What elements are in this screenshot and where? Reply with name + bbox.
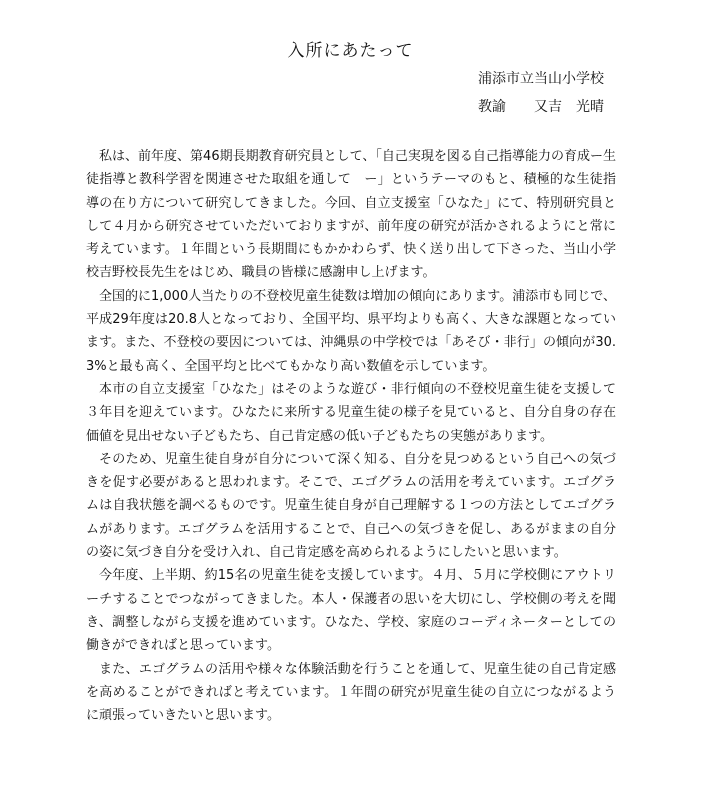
paragraph-1: 私は、前年度、第46期長期教育研究員として、「自己実現を図る自己指導能力の育成ー生徒指導と教科学習を関連させた取組を通して ー」というテーマのもと、積極的な生徒指導の在り方について研究してきました。今回、自立支援室「ひなた」にて、特別研究員として４月から研究させていただいておりますが、前年度の研究が活かされるようにと常に考えています。１年間という長期間にもかかわらず、快く送り出して下さった、当山小学校吉野校長先生をはじめ、職員の皆様に感謝申し上げます。: [86, 149, 616, 281]
body-text: [86, 145, 616, 727]
paragraph-3: 本市の自立支援室「ひなた」はそのような遊び・非行傾向の不登校児童生徒を支援して３年目を迎えています。ひなたに来所する児童生徒の様子を見ていると、自分自身の存在価値を見出せない子どもたち、自己肯定感の低い子どもたちの実態があります。: [86, 381, 616, 444]
paragraph-6: また、エゴグラムの活用や様々な体験活動を行うことを通して、児童生徒の自己肯定感を高めることができればと考えています。１年間の研究が児童生徒の自立につながるように頑張っていきたいと思います。: [86, 661, 616, 724]
school-name: 浦添市立当山小学校: [478, 71, 604, 87]
page-title: 入所にあたって: [287, 41, 414, 61]
paragraph-5: 今年度、上半期、約15名の児童生徒を支援しています。４月、５月に学校側にアウトリーチすることでつながってきました。本人・保護者の思いを大切にし、学校側の考えを聞き、調整しながら支援を進めています。ひなた、学校、家庭のコーディネーターとしての働きができればと思っています。: [86, 568, 616, 654]
paragraph-4: そのため、児童生徒自身が自分について深く知る、自分を見つめるという自己への気づきを促す必要があると思われます。そこで、エゴグラムの活用を考えています。エゴグラムは自我状態を調べるものです。児童生徒自身が自己理解する１つの方法としてエゴグラムがあります。エゴグラムを活用することで、自己への気づきを促し、あるがままの自分の姿に気づき自分を受け入れ、自己肯定感を高められるようにしたいと思います。: [86, 451, 616, 561]
paragraph-2: 全国的に1,000人当たりの不登校児童生徒数は増加の傾向にあります。浦添市も同じで、平成29年度は20.8人となっており、全国平均、県平均よりも高く、大きな課題となっています。また、不登校の要因については、沖縄県の中学校では「あそび・非行」の傾向が30.3%と最も高く、全国平均と比べてもかなり高い数値を示しています。: [86, 288, 616, 374]
author-name: 教諭 又吉 光晴: [478, 99, 604, 115]
